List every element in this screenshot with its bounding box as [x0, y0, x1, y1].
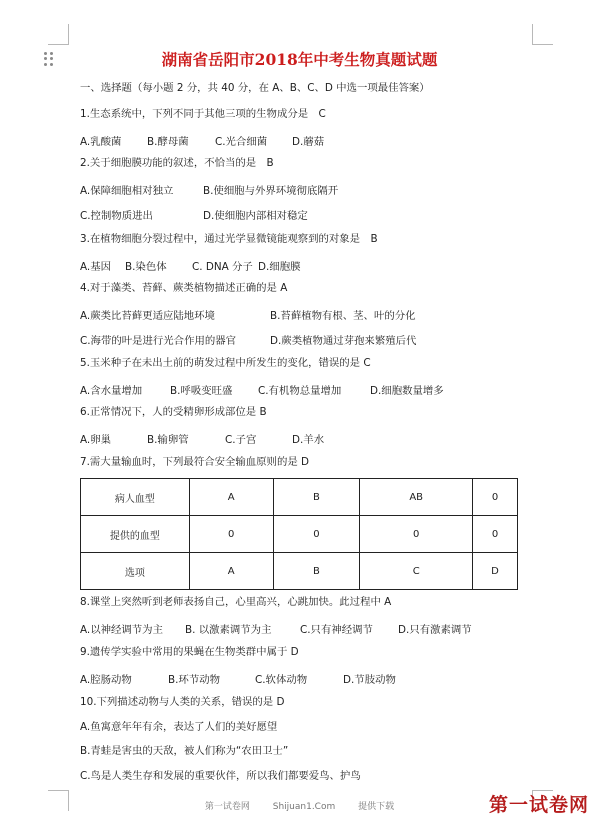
table-cell: AB	[360, 479, 473, 516]
table-cell: A	[189, 553, 273, 590]
table-row	[81, 516, 518, 553]
question-stem: 2.关于细胞膜功能的叙述，不恰当的是 B	[80, 157, 274, 169]
answer-option: D.蕨类植物通过芽孢来繁殖后代	[270, 335, 417, 347]
answer-option: B.青蛙是害虫的天敌，被人们称为“农田卫士”	[80, 745, 289, 757]
answer-option: D.羊水	[292, 434, 325, 446]
answer-option: A.鱼寓意年年有余，表达了人们的美好愿望	[80, 721, 278, 733]
answer-option: A.乳酸菌	[80, 136, 122, 148]
answer-option: D.细胞数量增多	[370, 385, 444, 397]
answer-option: B.苔藓植物有根、茎、叶的分化	[270, 310, 416, 322]
answer-option: A.保障细胞相对独立	[80, 185, 174, 197]
answer-option: A.以神经调节为主	[80, 624, 163, 636]
answer-option: C.鸟是人类生存和发展的重要伙伴，所以我们都要爱鸟、护鸟	[80, 770, 361, 782]
table-cell: 0	[473, 479, 518, 516]
page-corner-mark	[532, 24, 553, 45]
question-stem: 9.遗传学实验中常用的果蝇在生物类群中属于 D	[80, 646, 299, 658]
table-cell: C	[360, 553, 473, 590]
watermark-logo: 第一试卷网	[488, 794, 589, 816]
question-stem: 6.正常情况下，人的受精卵形成部位是 B	[80, 406, 267, 418]
answer-option: D.只有激素调节	[398, 624, 472, 636]
answer-option: B.染色体	[125, 261, 167, 273]
answer-option: C.有机物总量增加	[258, 385, 342, 397]
answer-option: B.环节动物	[168, 674, 220, 686]
table-cell: A	[189, 479, 273, 516]
section-heading: 一、选择题（每小题 2 分，共 40 分，在 A、B、C、D 中选一项最佳答案）	[80, 82, 430, 94]
answer-option: B.呼吸变旺盛	[170, 385, 233, 397]
answer-option: A.基因	[80, 261, 112, 273]
table-cell: B	[273, 553, 360, 590]
answer-option: D.使细胞内部相对稳定	[203, 210, 308, 222]
footer-download-note: 提供下载	[358, 802, 395, 812]
blood-type-table	[80, 478, 518, 590]
question-stem: 10.下列描述动物与人类的关系，错误的是 D	[80, 696, 285, 708]
answer-option: B. 以激素调节为主	[185, 624, 272, 636]
answer-option: B.酵母菌	[147, 136, 189, 148]
answer-option: C.子宫	[225, 434, 257, 446]
question-stem: 8.课堂上突然听到老师表扬自己，心里高兴，心跳加快。此过程中 A	[80, 596, 392, 608]
answer-option: A.卵巢	[80, 434, 112, 446]
answer-option: C.控制物质进出	[80, 210, 153, 222]
table-cell: 0	[273, 516, 360, 553]
answer-option: A.蕨类比苔藓更适应陆地环境	[80, 310, 215, 322]
answer-option: C.只有神经调节	[300, 624, 373, 636]
answer-option: C.海带的叶是进行光合作用的器官	[80, 335, 237, 347]
answer-option: C.光合细菌	[215, 136, 268, 148]
table-cell: 0	[360, 516, 473, 553]
table-row-header: 选项	[81, 553, 190, 590]
table-row-header: 病人血型	[81, 479, 190, 516]
answer-option: A.腔肠动物	[80, 674, 132, 686]
document-title: 湖南省岳阳市2018年中考生物真题试题	[161, 50, 438, 69]
answer-option: B.使细胞与外界环境彻底隔开	[203, 185, 339, 197]
question-stem: 4.对于藻类、苔藓、蕨类植物描述正确的是 A	[80, 282, 288, 294]
question-stem: 3.在植物细胞分裂过程中，通过光学显微镜能观察到的对象是 B	[80, 233, 378, 245]
question-stem: 7.需大量输血时，下列最符合安全输血原则的是 D	[80, 456, 310, 468]
answer-option: C.软体动物	[255, 674, 308, 686]
footer-site-url: Shijuan1.Com	[272, 802, 336, 812]
answer-option: B.输卵管	[147, 434, 189, 446]
table-cell: 0	[189, 516, 273, 553]
footer-site-name: 第一试卷网	[204, 802, 250, 812]
table-cell: D	[473, 553, 518, 590]
page-corner-mark	[48, 24, 69, 45]
answer-option: D.蘑菇	[292, 136, 325, 148]
table-row	[81, 553, 518, 590]
table-row-header: 提供的血型	[81, 516, 190, 553]
table-cell: B	[273, 479, 360, 516]
question-stem: 5.玉米种子在未出土前的萌发过程中所发生的变化，错误的是 C	[80, 357, 371, 369]
answer-option: C. DNA 分子	[192, 261, 253, 273]
question-stem: 1.生态系统中，下列不同于其他三项的生物成分是 C	[80, 108, 326, 120]
answer-option: D.节肢动物	[343, 674, 396, 686]
table-row	[81, 479, 518, 516]
table-cell: 0	[473, 516, 518, 553]
answer-option: D.细胞膜	[258, 261, 301, 273]
answer-option: A.含水量增加	[80, 385, 143, 397]
